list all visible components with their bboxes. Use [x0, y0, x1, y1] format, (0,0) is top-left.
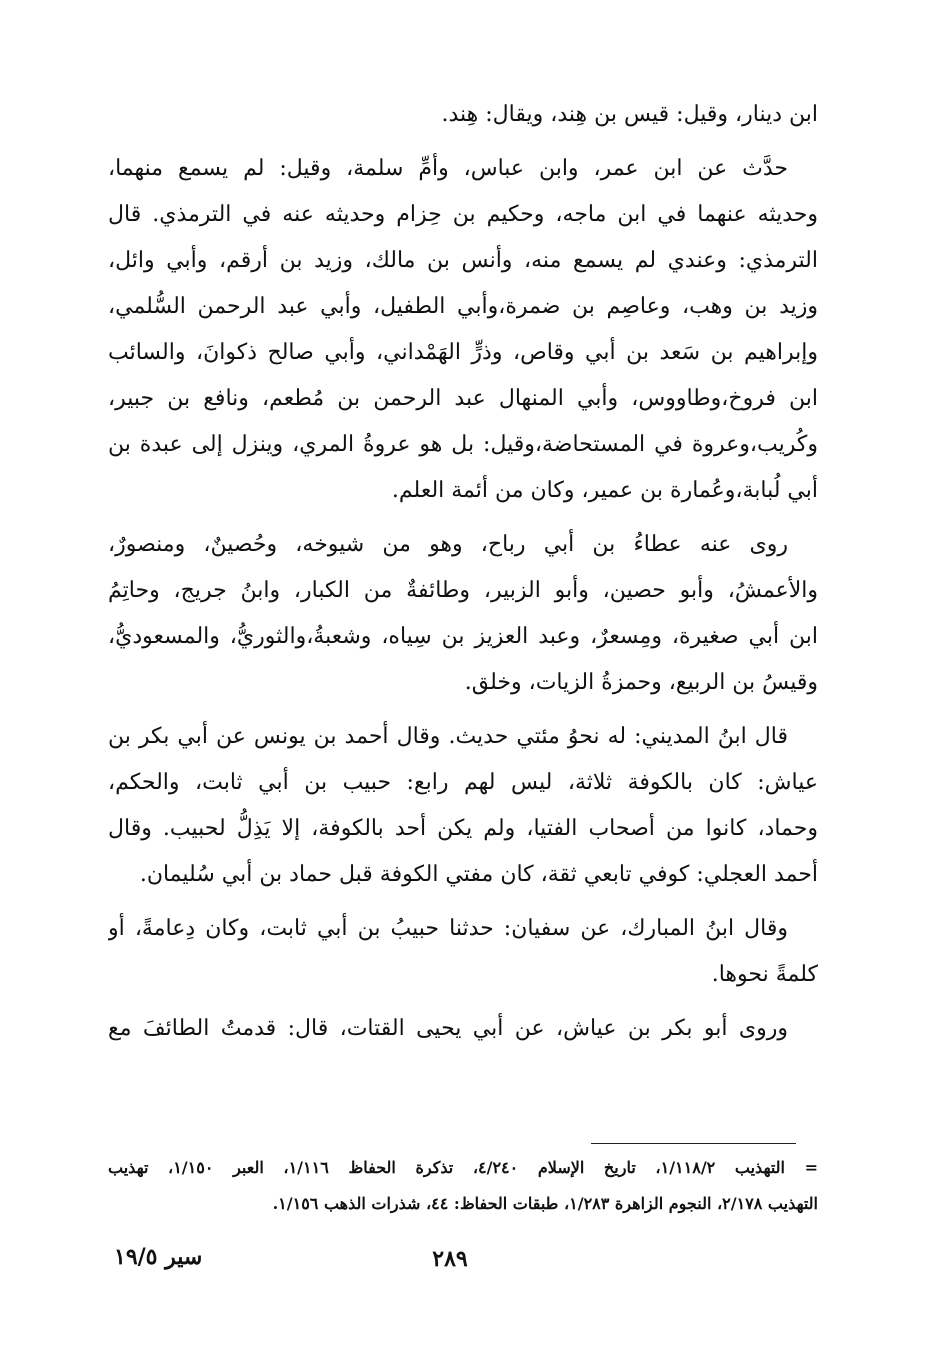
text-line: وزيد بن وهب، وعاصِم بن ضمرة،وأبي الطفيل، وأبي عبد الرحمن السُّلمي،	[108, 294, 818, 319]
text-line: الترمذي: وعندي لم يسمع منه، وأنس بن مالك، وزيد بن أرقم، وأبي وائل،	[108, 248, 818, 273]
text-line: أبي لُبابة،وعُمارة بن عمير، وكان من أئمة العلم.	[391, 478, 818, 503]
text-line: كلمةً نحوها.	[711, 962, 818, 987]
footnote-line: = التهذيب ١/١١٨/٢، تاريخ الإسلام ٤/٢٤٠، تذكرة الحفاظ ١/١١٦، العبر ١/١٥٠، تهذيب	[108, 1158, 818, 1177]
text-line: والأعمشُ، وأبو حصين، وأبو الزبير، وطائفةٌ من الكبار، وابنُ جريج، وحاتِمُ	[108, 578, 818, 603]
paragraph-5	[108, 906, 818, 998]
text-line: وإبراهيم بن سَعد بن أبي وقاص، وذرٍّ الهَمْداني، وأبي صالح ذكوانَ، والسائب	[108, 340, 818, 365]
page-number: ٢٨٩	[432, 1246, 468, 1272]
paragraph-2	[108, 146, 818, 514]
text-line: روى عنه عطاءُ بن أبي رباح، وهو من شيوخه، وحُصينٌ، ومنصورٌ،	[108, 532, 788, 557]
paragraph-6	[108, 1006, 818, 1052]
footnote-line: التهذيب ٢/١٧٨، النجوم الزاهرة ١/٢٨٣، طبقات الحفاظ: ٤٤، شذرات الذهب ١/١٥٦.	[272, 1194, 818, 1213]
text-line: عياش: كان بالكوفة ثلاثة، ليس لهم رابع: حبيب بن أبي ثابت، والحكم،	[108, 770, 818, 795]
text-line: ابن أبي صغيرة، ومِسعرٌ، وعبد العزيز بن سِياه، وشعبةُ،والثوريُّ، والمسعوديُّ،	[108, 624, 818, 649]
paragraph-1	[108, 92, 818, 138]
text-line: وحديثه عنهما في ابن ماجه، وحكيم بن حِزام وحديثه عنه في الترمذي. قال	[108, 202, 818, 227]
text-line: وروى أبو بكر بن عياش، عن أبي يحيى القتات، قال: قدمتُ الطائفَ مع	[108, 1016, 788, 1041]
text-line: ابن فروخ،وطاووس، وأبي المنهال عبد الرحمن بن مُطعم، ونافع بن جبير،	[108, 386, 818, 411]
text-line: وكُريب،وعروة في المستحاضة،وقيل: بل هو عروةُ المري، وينزل إلى عبدة بن	[108, 432, 818, 457]
text-line: ابن دينار، وقيل: قيس بن هِند، ويقال: هِند.	[441, 102, 818, 127]
text-line: وحماد، كانوا من أصحاب الفتيا، ولم يكن أحد بالكوفة، إلا يَذِلُّ لحبيب. وقال	[108, 816, 818, 841]
text-line: وقال ابنُ المبارك، عن سفيان: حدثنا حبيبُ بن أبي ثابت، وكان دِعامةً، أو	[108, 916, 788, 941]
text-line: حدَّث عن ابن عمر، وابن عباس، وأمِّ سلمة، وقيل: لم يسمع منهما،	[108, 156, 788, 181]
text-line: وقيسُ بن الربيع، وحمزةُ الزيات، وخلق.	[464, 670, 818, 695]
footnote	[108, 1150, 818, 1222]
text-line: أحمد العجلي: كوفي تابعي ثقة، كان مفتي الكوفة قبل حماد بن أبي سُليمان.	[139, 862, 818, 887]
text-line: قال ابنُ المديني: له نحوُ مئتي حديث. وقال أحمد بن يونس عن أبي بكر بن	[108, 724, 788, 749]
footnote-divider	[591, 1143, 796, 1144]
main-text	[108, 92, 818, 1052]
paragraph-3	[108, 522, 818, 706]
signature-mark: سير ١٩/٥	[114, 1244, 203, 1270]
paragraph-4	[108, 714, 818, 898]
